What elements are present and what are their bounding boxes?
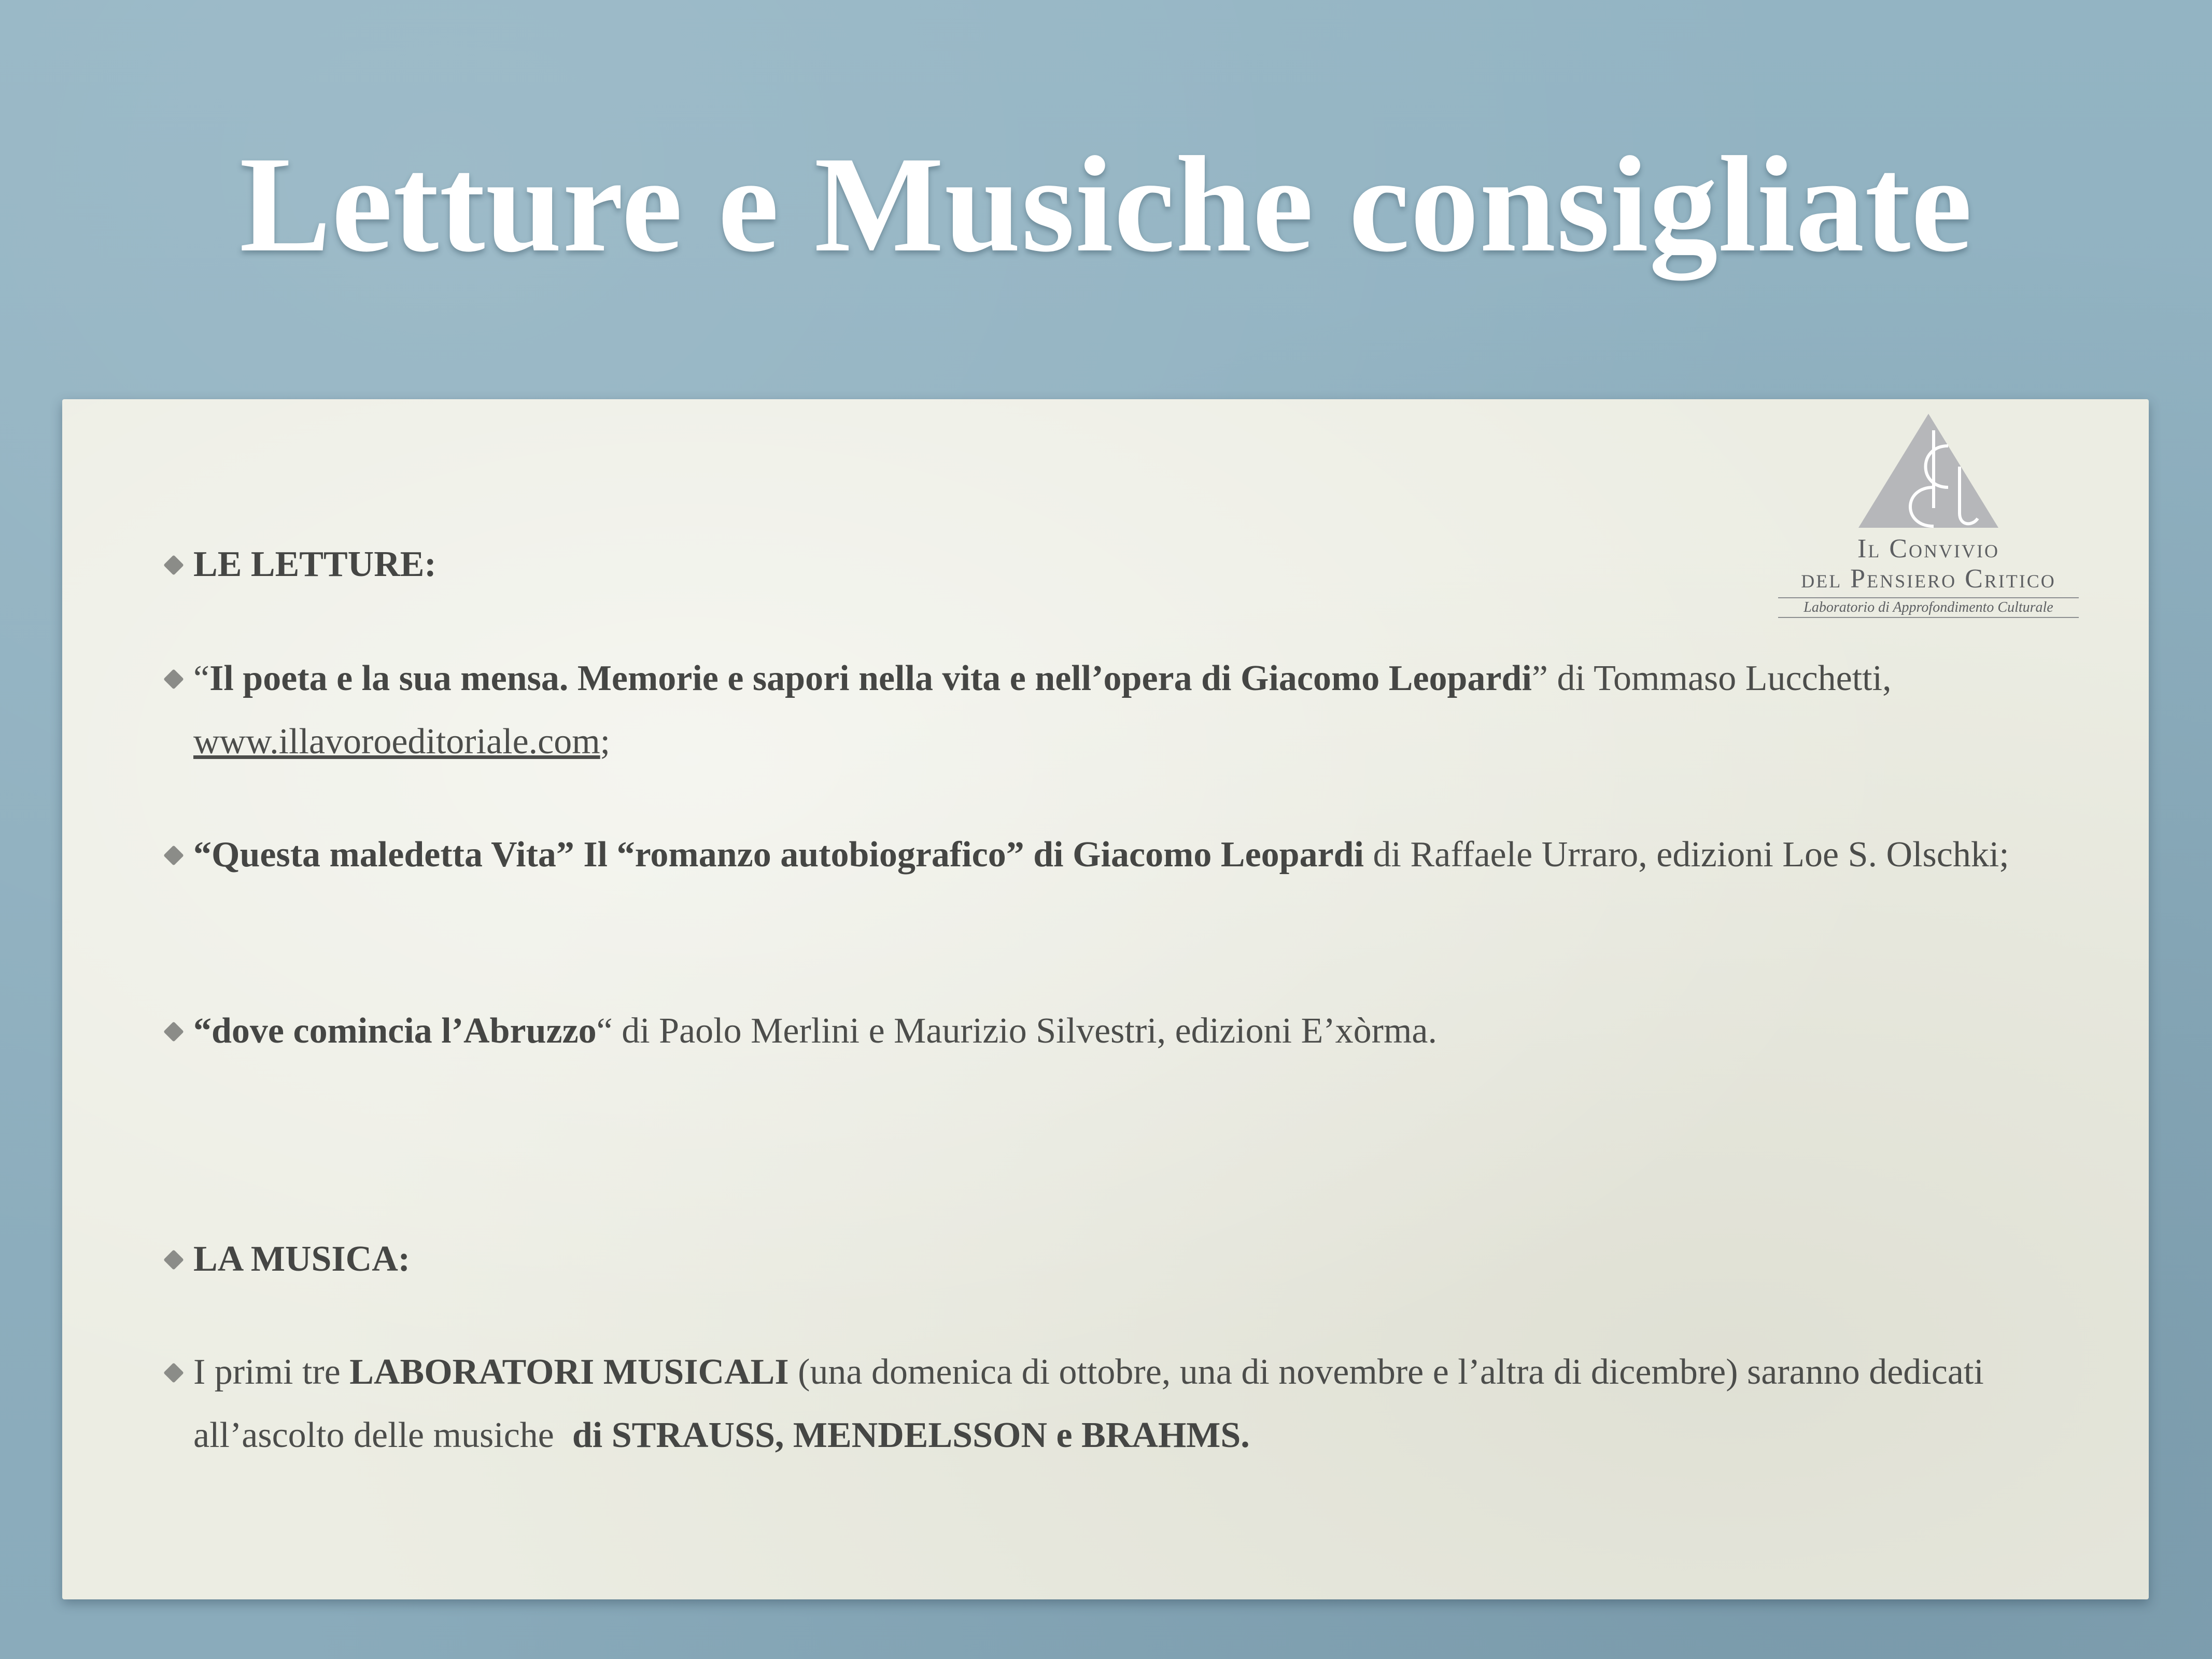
reading-3-title: “dove comincia l’Abruzzo bbox=[193, 1011, 597, 1051]
reading-1-title: Il poeta e la sua mensa. Memorie e sapori nella vita e nell’opera di Giacomo Leopardi bbox=[209, 658, 1532, 698]
page-title: Letture e Musiche consigliate bbox=[239, 129, 1973, 280]
bullet-diamond-icon bbox=[163, 1249, 184, 1270]
publisher-link[interactable]: www.illavoroeditoriale.com bbox=[193, 722, 600, 762]
logo-name-line2: del Pensiero Critico bbox=[1801, 564, 2056, 594]
music-item bbox=[193, 1341, 2060, 1467]
reading-item-3 bbox=[193, 1000, 2060, 1063]
music-text-2: (una domenica di ottobre, una di novembre e l’altra di dicembre) saranno dedicati all’ascolto delle musiche bbox=[193, 1352, 1993, 1455]
reading-item-1 bbox=[193, 647, 2060, 774]
bullet-diamond-icon bbox=[163, 1362, 184, 1383]
bullet-diamond-icon bbox=[163, 555, 184, 575]
logo-name-line1: Il Convivio bbox=[1857, 534, 1999, 564]
logo-tagline: Laboratorio di Approfondimento Culturale bbox=[1778, 597, 2079, 618]
reading-1-close-quote: ” bbox=[1531, 658, 1548, 698]
bullet-diamond-icon bbox=[163, 845, 184, 866]
music-heading: LA MUSICA: bbox=[193, 1239, 411, 1279]
reading-item-2 bbox=[193, 823, 2060, 887]
reading-1-open-quote: “ bbox=[193, 658, 210, 698]
music-text-1: I primi tre bbox=[193, 1352, 350, 1392]
reading-3-author: di Paolo Merlini e Maurizio Silvestri, edizioni E’xòrma. bbox=[612, 1011, 1437, 1051]
bullet-diamond-icon bbox=[163, 1021, 184, 1042]
reading-2-author: di Raffaele Urraro, edizioni Loe S. Olschki; bbox=[1364, 835, 2009, 875]
reading-2-title: “Questa maledetta Vita” Il “romanzo autobiografico” di Giacomo Leopardi bbox=[193, 835, 1364, 875]
readings-heading: LE LETTURE: bbox=[193, 544, 436, 584]
reading-1-end: ; bbox=[600, 722, 611, 762]
bullet-diamond-icon bbox=[163, 669, 184, 690]
music-composers: di STRAUSS, MENDELSSON e BRAHMS. bbox=[572, 1415, 1250, 1455]
readings-heading-item bbox=[193, 533, 2060, 596]
music-heading-item bbox=[193, 1228, 2060, 1291]
music-labs: LABORATORI MUSICALI bbox=[349, 1352, 789, 1392]
reading-3-close-quote: “ bbox=[596, 1011, 613, 1051]
reading-1-author: di Tommaso Lucchetti, bbox=[1548, 658, 1892, 698]
